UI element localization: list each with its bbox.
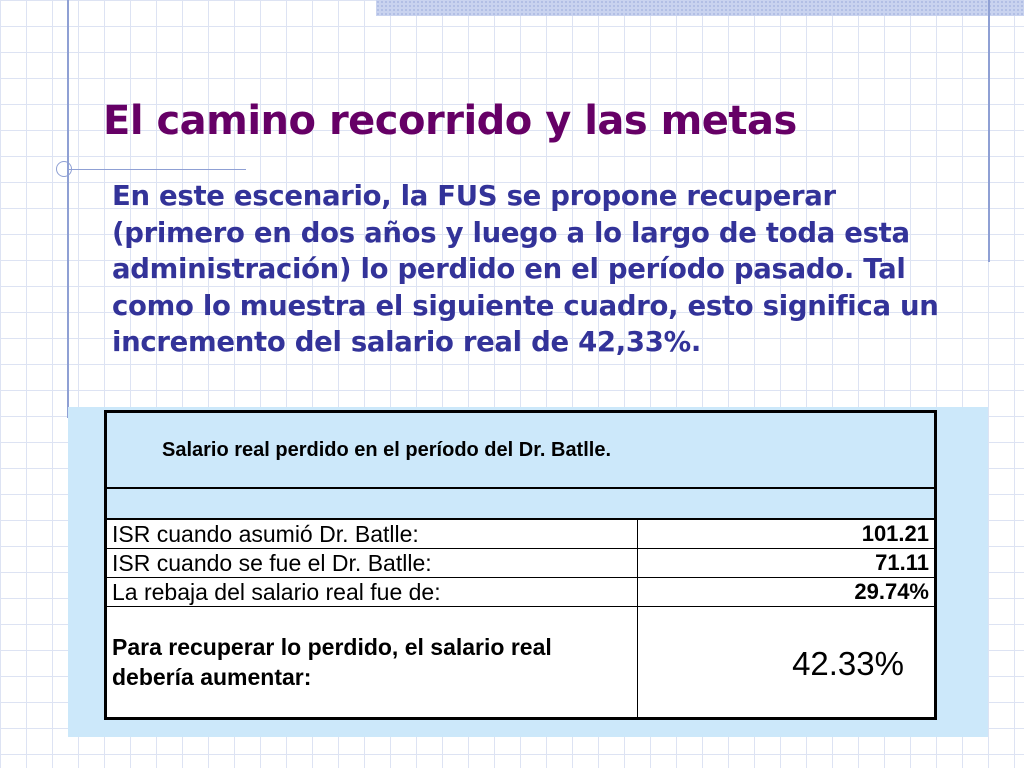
table-header-row	[106, 412, 936, 489]
row-value-isr-end: 71.11	[638, 549, 936, 578]
table-row	[106, 519, 936, 549]
decorative-circle	[56, 161, 72, 177]
table-row	[106, 549, 936, 578]
final-label: Para recuperar lo perdido, el salario real debería aumentar:	[106, 607, 638, 719]
table-spacer	[106, 488, 936, 519]
row-label-isr-start: ISR cuando asumió Dr. Batlle:	[106, 519, 638, 549]
decorative-top-band	[376, 0, 1024, 16]
table-final-row	[106, 607, 936, 719]
decorative-horizontal-line	[68, 169, 246, 170]
row-label-reduction: La rebaja del salario real fue de:	[106, 578, 638, 607]
table-header: Salario real perdido en el período del Dr. Batlle.	[162, 438, 612, 461]
salary-table	[104, 410, 937, 720]
row-label-isr-end: ISR cuando se fue el Dr. Batlle:	[106, 549, 638, 578]
table-spacer-row	[106, 488, 936, 519]
decorative-left-line	[67, 0, 69, 418]
final-value: 42.33%	[638, 607, 936, 719]
slide-title: El camino recorrido y las metas	[103, 98, 797, 144]
decorative-right-line	[988, 0, 990, 262]
slide-body-text: En este escenario, la FUS se propone recuperar (primero en dos años y luego a lo largo de toda esta administración) lo perdido en el período pasado. Tal como lo muestra el siguiente cuadro, esto significa un incremento del salario real de 42,33%.	[112, 180, 939, 358]
row-value-reduction: 29.74%	[638, 578, 936, 607]
row-value-isr-start: 101.21	[638, 519, 936, 549]
table-row	[106, 578, 936, 607]
